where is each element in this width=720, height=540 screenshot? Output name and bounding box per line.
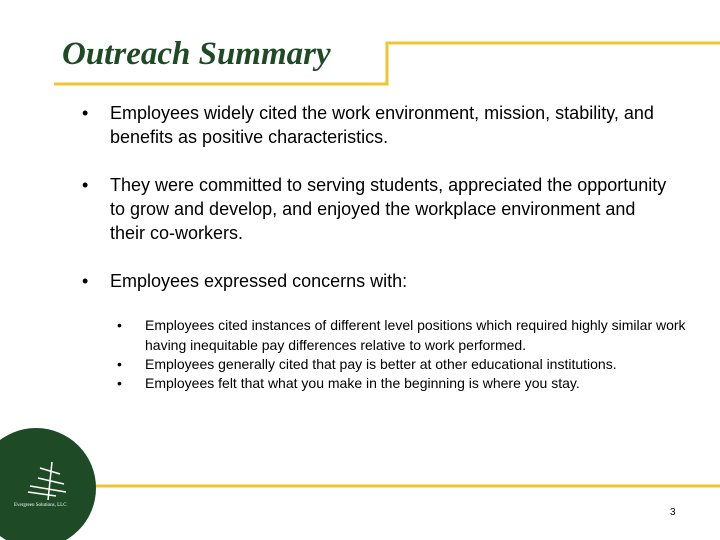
page-title: Outreach Summary [62, 36, 331, 72]
sub-bullet-2: • Employees generally cited that pay is better at other educational institutions. [117, 356, 617, 372]
logo-text: Evergreen Solutions, LLC [14, 503, 67, 508]
bullet-3: • Employees expressed concerns with: [82, 271, 408, 291]
bullet-1: • Employees widely cited the work environment, mission, stability, and benefits as positive characteristics. [82, 103, 654, 147]
bullet-2: • They were committed to serving students, appreciated the opportunity to grow and develop, and enjoyed the workplace environment and their co-workers. [82, 175, 667, 243]
sub-bullet-3: • Employees felt that what you make in the beginning is where you stay. [117, 375, 580, 391]
page-number: 3 [670, 507, 676, 518]
sub-bullet-1: • Employees cited instances of different level positions which required highly similar work having inequitable pay differences relative to work performed. [117, 317, 686, 353]
logo-circle [0, 428, 96, 540]
